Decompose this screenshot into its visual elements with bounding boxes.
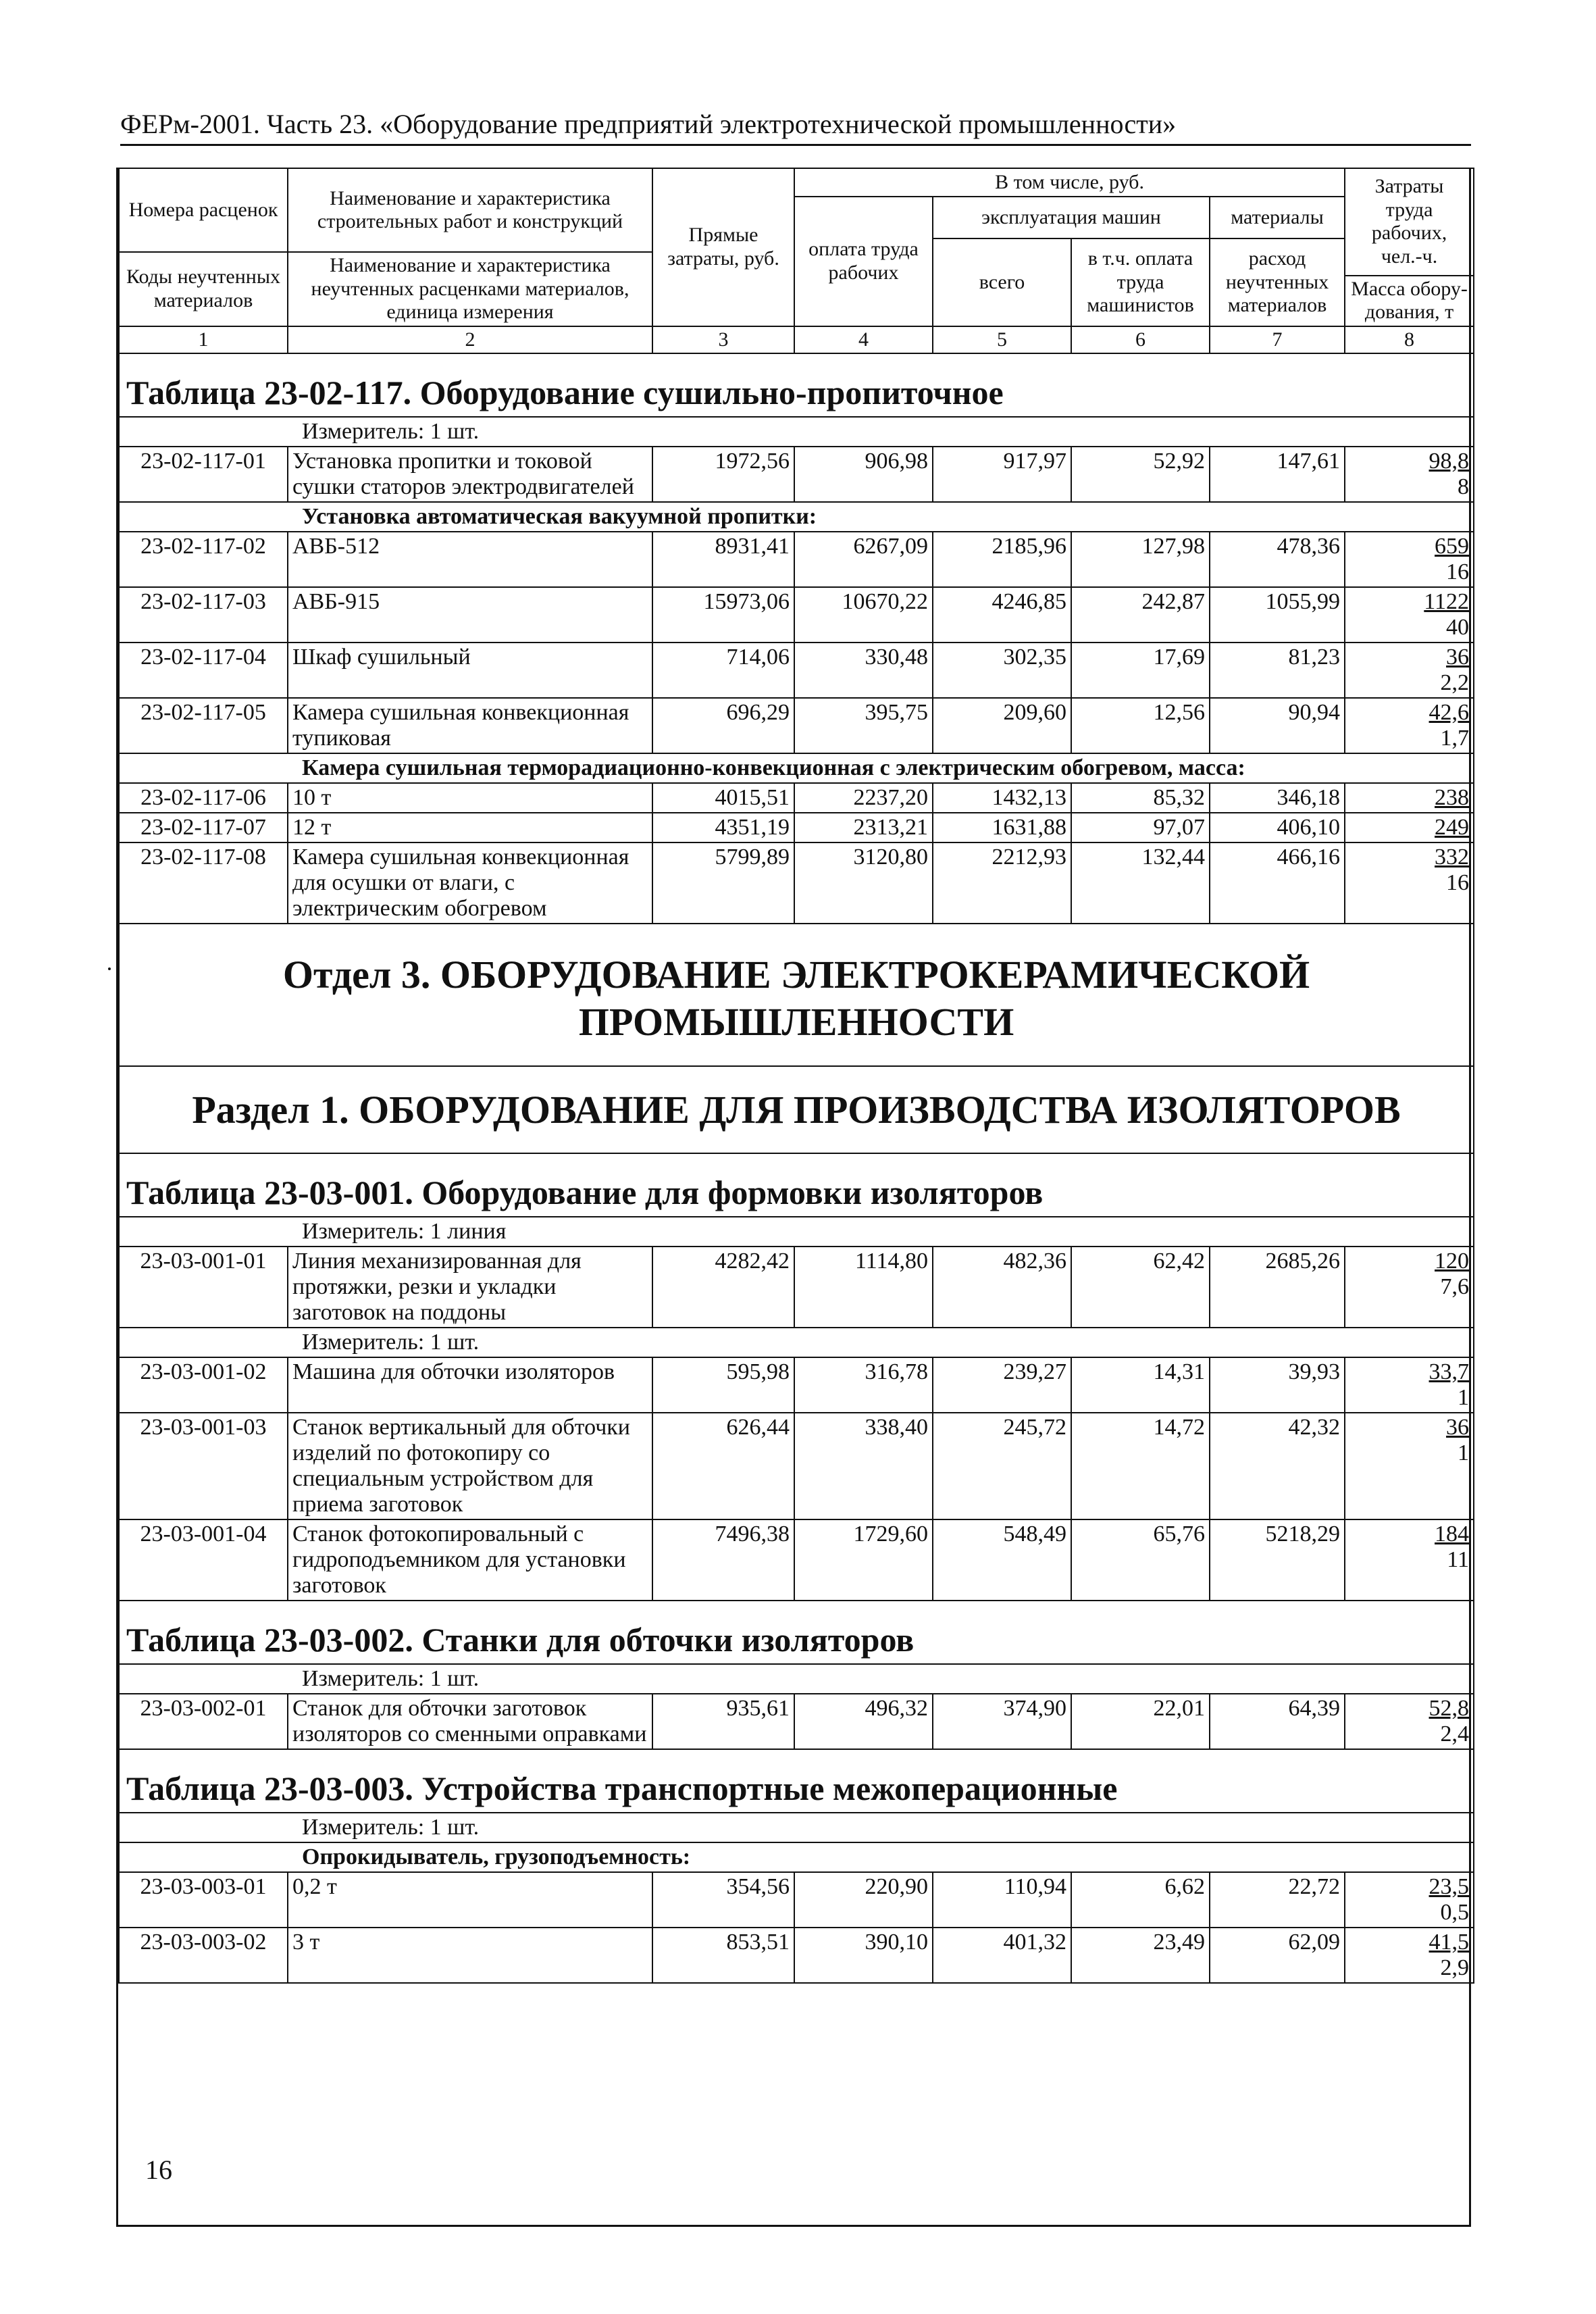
labor-hours: 332	[1435, 845, 1470, 870]
labor-pay: 1114,80	[794, 1247, 933, 1328]
labor-hours-mass	[1345, 1694, 1474, 1749]
rate-code: 23-02-117-05	[119, 698, 288, 753]
labor-hours: 659	[1435, 534, 1470, 559]
labor-hours-mass	[1345, 1928, 1474, 1983]
machinist-pay: 6,62	[1071, 1872, 1210, 1928]
equipment-mass: 16	[1446, 870, 1470, 895]
table-row	[119, 1519, 1474, 1601]
work-name: 12 т	[288, 813, 652, 842]
col-number: 5	[933, 326, 1071, 354]
materials-cost: 2685,26	[1210, 1247, 1345, 1328]
labor-hours: 238	[1435, 785, 1470, 810]
direct-costs: 4015,51	[652, 783, 794, 813]
col-number: 6	[1071, 326, 1210, 354]
machine-total: 2212,93	[933, 842, 1071, 924]
table-body	[119, 353, 1474, 1983]
labor-hours: 98,8	[1428, 449, 1470, 474]
direct-costs: 595,98	[652, 1357, 794, 1413]
labor-pay: 395,75	[794, 698, 933, 753]
work-name: 3 т	[288, 1928, 652, 1983]
rate-code: 23-02-117-02	[119, 532, 288, 587]
labor-hours: 23,5	[1428, 1874, 1470, 1900]
col-header-8-bottom: Масса обору- дования, т	[1345, 276, 1474, 326]
machinist-pay: 65,76	[1071, 1519, 1210, 1601]
table-row	[119, 1357, 1474, 1413]
equipment-mass: 1	[1458, 1440, 1470, 1466]
measure-unit: Измеритель: 1 шт.	[119, 1664, 1474, 1694]
direct-costs: 935,61	[652, 1694, 794, 1749]
table-title-row	[119, 353, 1474, 417]
direct-costs: 1972,56	[652, 447, 794, 502]
rates-table	[118, 168, 1474, 1984]
labor-hours: 42,6	[1428, 700, 1470, 725]
labor-hours-mass	[1345, 1247, 1474, 1328]
direct-costs: 696,29	[652, 698, 794, 753]
col-header-1-top: Номера расценок	[119, 168, 288, 252]
labor-hours-mass	[1345, 447, 1474, 502]
equipment-mass: 40	[1446, 615, 1470, 640]
rate-code: 23-03-001-03	[119, 1413, 288, 1519]
machine-total: 4246,85	[933, 587, 1071, 643]
machinist-pay: 23,49	[1071, 1928, 1210, 1983]
materials-cost: 147,61	[1210, 447, 1345, 502]
machine-total: 239,27	[933, 1357, 1071, 1413]
machinist-pay: 97,07	[1071, 813, 1210, 842]
labor-hours-mass	[1345, 813, 1474, 842]
machinist-pay: 22,01	[1071, 1694, 1210, 1749]
machinist-pay: 62,42	[1071, 1247, 1210, 1328]
labor-hours-mass	[1345, 1519, 1474, 1601]
direct-costs: 5799,89	[652, 842, 794, 924]
table-title-row	[119, 1153, 1474, 1217]
group-heading: Опрокидыватель, грузоподъемность:	[119, 1842, 1474, 1872]
materials-cost: 406,10	[1210, 813, 1345, 842]
table-title: Таблица 23-02-117. Оборудование сушильно-пропиточное	[119, 353, 1474, 417]
machinist-pay: 14,31	[1071, 1357, 1210, 1413]
work-name: Камера сушильная конвекционная для осушки от влаги, с электрическим обогревом	[288, 842, 652, 924]
machinist-pay: 85,32	[1071, 783, 1210, 813]
labor-pay: 496,32	[794, 1694, 933, 1749]
rate-code: 23-03-002-01	[119, 1694, 288, 1749]
col-header-7: расход неучтенных материалов	[1210, 238, 1345, 326]
labor-pay: 3120,80	[794, 842, 933, 924]
rate-code: 23-03-001-04	[119, 1519, 288, 1601]
table-title-row	[119, 1601, 1474, 1664]
measure-unit-row	[119, 1217, 1474, 1247]
labor-pay: 338,40	[794, 1413, 933, 1519]
table-row	[119, 587, 1474, 643]
direct-costs: 8931,41	[652, 532, 794, 587]
col-header-4: оплата труда рабочих	[794, 197, 933, 326]
labor-hours-mass	[1345, 783, 1474, 813]
labor-hours: 120	[1435, 1249, 1470, 1274]
col-number: 1	[119, 326, 288, 354]
work-name: АВБ-915	[288, 587, 652, 643]
work-name: 10 т	[288, 783, 652, 813]
col-header-machines: эксплуатация машин	[933, 197, 1210, 238]
labor-hours-mass	[1345, 842, 1474, 924]
col-number: 2	[288, 326, 652, 354]
labor-pay: 220,90	[794, 1872, 933, 1928]
machine-total: 401,32	[933, 1928, 1071, 1983]
group-heading-row	[119, 1842, 1474, 1872]
machinist-pay: 14,72	[1071, 1413, 1210, 1519]
labor-pay: 2313,21	[794, 813, 933, 842]
table-title: Таблица 23-03-001. Оборудование для формовки изоляторов	[119, 1153, 1474, 1217]
measure-unit-row	[119, 1328, 1474, 1357]
labor-hours-mass	[1345, 587, 1474, 643]
table-row	[119, 1694, 1474, 1749]
machine-total: 482,36	[933, 1247, 1071, 1328]
rate-code: 23-02-117-03	[119, 587, 288, 643]
machine-total: 2185,96	[933, 532, 1071, 587]
measure-unit: Измеритель: 1 шт.	[119, 1328, 1474, 1357]
labor-hours-mass	[1345, 532, 1474, 587]
direct-costs: 4351,19	[652, 813, 794, 842]
materials-cost: 346,18	[1210, 783, 1345, 813]
materials-cost: 39,93	[1210, 1357, 1345, 1413]
measure-unit: Измеритель: 1 шт.	[119, 1813, 1474, 1842]
machine-total: 1432,13	[933, 783, 1071, 813]
equipment-mass: 2,4	[1440, 1721, 1470, 1747]
division-title	[119, 924, 1474, 1066]
table-row	[119, 1872, 1474, 1928]
work-name: Линия механизированная для протяжки, резки и укладки заготовок на поддоны	[288, 1247, 652, 1328]
direct-costs: 15973,06	[652, 587, 794, 643]
table-row	[119, 783, 1474, 813]
labor-hours: 249	[1435, 815, 1470, 840]
machinist-pay: 132,44	[1071, 842, 1210, 924]
labor-pay: 316,78	[794, 1357, 933, 1413]
work-name: АВБ-512	[288, 532, 652, 587]
col-number: 8	[1345, 326, 1474, 354]
labor-pay: 1729,60	[794, 1519, 933, 1601]
labor-hours: 52,8	[1428, 1696, 1470, 1721]
table-header	[119, 168, 1474, 353]
page-number: 16	[145, 2155, 172, 2185]
work-name: Установка пропитки и токовой сушки статоров электродвигателей	[288, 447, 652, 502]
materials-cost: 1055,99	[1210, 587, 1345, 643]
rate-code: 23-02-117-07	[119, 813, 288, 842]
machine-total: 548,49	[933, 1519, 1071, 1601]
division-line-1: Отдел 3. ОБОРУДОВАНИЕ ЭЛЕКТРОКЕРАМИЧЕСКОЙ	[282, 953, 1310, 997]
col-header-5: всего	[933, 238, 1071, 326]
machinist-pay: 242,87	[1071, 587, 1210, 643]
machinist-pay: 17,69	[1071, 643, 1210, 698]
work-name: Станок для обточки заготовок изоляторов со сменными оправками	[288, 1694, 652, 1749]
labor-hours: 36	[1446, 1415, 1470, 1440]
table-row	[119, 643, 1474, 698]
table-row	[119, 813, 1474, 842]
labor-hours: 41,5	[1428, 1930, 1470, 1955]
col-number: 3	[652, 326, 794, 354]
labor-pay: 6267,09	[794, 532, 933, 587]
machinist-pay: 52,92	[1071, 447, 1210, 502]
labor-pay: 2237,20	[794, 783, 933, 813]
table-row	[119, 698, 1474, 753]
rate-code: 23-03-003-01	[119, 1872, 288, 1928]
table-row	[119, 532, 1474, 587]
col-header-materials: материалы	[1210, 197, 1345, 238]
labor-pay: 906,98	[794, 447, 933, 502]
col-number: 4	[794, 326, 933, 354]
rate-code: 23-03-003-02	[119, 1928, 288, 1983]
equipment-mass: 2,9	[1440, 1955, 1470, 1981]
group-heading-row	[119, 753, 1474, 783]
section-title: Раздел 1. ОБОРУДОВАНИЕ ДЛЯ ПРОИЗВОДСТВА ИЗОЛЯТОРОВ	[119, 1066, 1474, 1153]
group-heading: Установка автоматическая вакуумной пропитки:	[119, 502, 1474, 532]
work-name: 0,2 т	[288, 1872, 652, 1928]
equipment-mass: 7,6	[1440, 1274, 1470, 1300]
division-line-2: ПРОМЫШЛЕННОСТИ	[578, 999, 1014, 1044]
rate-code: 23-02-117-04	[119, 643, 288, 698]
margin-dot	[108, 967, 111, 970]
col-header-3: Прямые затраты, руб.	[652, 168, 794, 326]
table-title-row	[119, 1749, 1474, 1813]
equipment-mass: 0,5	[1440, 1900, 1470, 1926]
table-row	[119, 1247, 1474, 1328]
machine-total: 209,60	[933, 698, 1071, 753]
materials-cost: 81,23	[1210, 643, 1345, 698]
machine-total: 1631,88	[933, 813, 1071, 842]
machine-total: 110,94	[933, 1872, 1071, 1928]
direct-costs: 853,51	[652, 1928, 794, 1983]
col-header-2-bottom: Наименование и характеристика неучтенных расценками материалов, единица измерения	[288, 252, 652, 326]
table-row	[119, 1413, 1474, 1519]
work-name: Машина для обточки изоляторов	[288, 1357, 652, 1413]
measure-unit-row	[119, 417, 1474, 447]
col-number: 7	[1210, 326, 1345, 354]
col-header-6: в т.ч. оплата труда машинистов	[1071, 238, 1210, 326]
machine-total: 302,35	[933, 643, 1071, 698]
measure-unit: Измеритель: 1 шт.	[119, 417, 1474, 447]
labor-pay: 10670,22	[794, 587, 933, 643]
direct-costs: 626,44	[652, 1413, 794, 1519]
direct-costs: 7496,38	[652, 1519, 794, 1601]
section-title-row	[119, 1066, 1474, 1153]
table-row	[119, 842, 1474, 924]
col-header-incl: В том числе, руб.	[794, 168, 1345, 197]
equipment-mass: 8	[1458, 474, 1470, 499]
equipment-mass: 1	[1458, 1385, 1470, 1411]
materials-cost: 62,09	[1210, 1928, 1345, 1983]
materials-cost: 466,16	[1210, 842, 1345, 924]
col-header-1-bottom: Коды неучтенных материалов	[119, 252, 288, 326]
direct-costs: 354,56	[652, 1872, 794, 1928]
group-heading: Камера сушильная терморадиационно-конвекционная с электрическим обогревом, масса:	[119, 753, 1474, 783]
materials-cost: 42,32	[1210, 1413, 1345, 1519]
equipment-mass: 16	[1446, 559, 1470, 584]
machinist-pay: 127,98	[1071, 532, 1210, 587]
group-heading-row	[119, 502, 1474, 532]
labor-hours: 184	[1435, 1521, 1470, 1547]
machine-total: 374,90	[933, 1694, 1071, 1749]
rate-code: 23-03-001-02	[119, 1357, 288, 1413]
measure-unit: Измеритель: 1 линия	[119, 1217, 1474, 1247]
col-header-8-top: Затраты труда рабочих, чел.-ч.	[1345, 168, 1474, 276]
col-header-2-top: Наименование и характеристика строительных работ и конструкций	[288, 168, 652, 252]
measure-unit-row	[119, 1664, 1474, 1694]
labor-hours-mass	[1345, 1413, 1474, 1519]
equipment-mass: 2,2	[1440, 670, 1470, 695]
table-row	[119, 1928, 1474, 1983]
rate-code: 23-03-001-01	[119, 1247, 288, 1328]
labor-hours-mass	[1345, 1357, 1474, 1413]
table-title: Таблица 23-03-003. Устройства транспортные межоперационные	[119, 1749, 1474, 1813]
rate-code: 23-02-117-01	[119, 447, 288, 502]
materials-cost: 478,36	[1210, 532, 1345, 587]
labor-hours-mass	[1345, 1872, 1474, 1928]
labor-hours: 33,7	[1428, 1359, 1470, 1385]
labor-pay: 330,48	[794, 643, 933, 698]
equipment-mass: 11	[1447, 1547, 1470, 1573]
work-name: Станок вертикальный для обточки изделий по фотокопиру со специальным устройством для приема заготовок	[288, 1413, 652, 1519]
rate-code: 23-02-117-08	[119, 842, 288, 924]
division-row	[119, 924, 1474, 1066]
work-name: Камера сушильная конвекционная тупиковая	[288, 698, 652, 753]
labor-pay: 390,10	[794, 1928, 933, 1983]
measure-unit-row	[119, 1813, 1474, 1842]
rate-code: 23-02-117-06	[119, 783, 288, 813]
direct-costs: 714,06	[652, 643, 794, 698]
table-row	[119, 447, 1474, 502]
labor-hours-mass	[1345, 698, 1474, 753]
materials-cost: 5218,29	[1210, 1519, 1345, 1601]
labor-hours-mass	[1345, 643, 1474, 698]
machine-total: 917,97	[933, 447, 1071, 502]
running-header: ФЕРм-2001. Часть 23. «Оборудование предприятий электротехнической промышленности»	[120, 108, 1471, 146]
materials-cost: 90,94	[1210, 698, 1345, 753]
direct-costs: 4282,42	[652, 1247, 794, 1328]
machinist-pay: 12,56	[1071, 698, 1210, 753]
work-name: Шкаф сушильный	[288, 643, 652, 698]
materials-cost: 22,72	[1210, 1872, 1345, 1928]
work-name: Станок фотокопировальный с гидроподъемником для установки заготовок	[288, 1519, 652, 1601]
content-frame	[116, 168, 1471, 2227]
labor-hours: 36	[1446, 645, 1470, 670]
equipment-mass: 1,7	[1440, 726, 1470, 751]
table-title: Таблица 23-03-002. Станки для обточки изоляторов	[119, 1601, 1474, 1664]
machine-total: 245,72	[933, 1413, 1071, 1519]
labor-hours: 1122	[1424, 589, 1470, 614]
materials-cost: 64,39	[1210, 1694, 1345, 1749]
